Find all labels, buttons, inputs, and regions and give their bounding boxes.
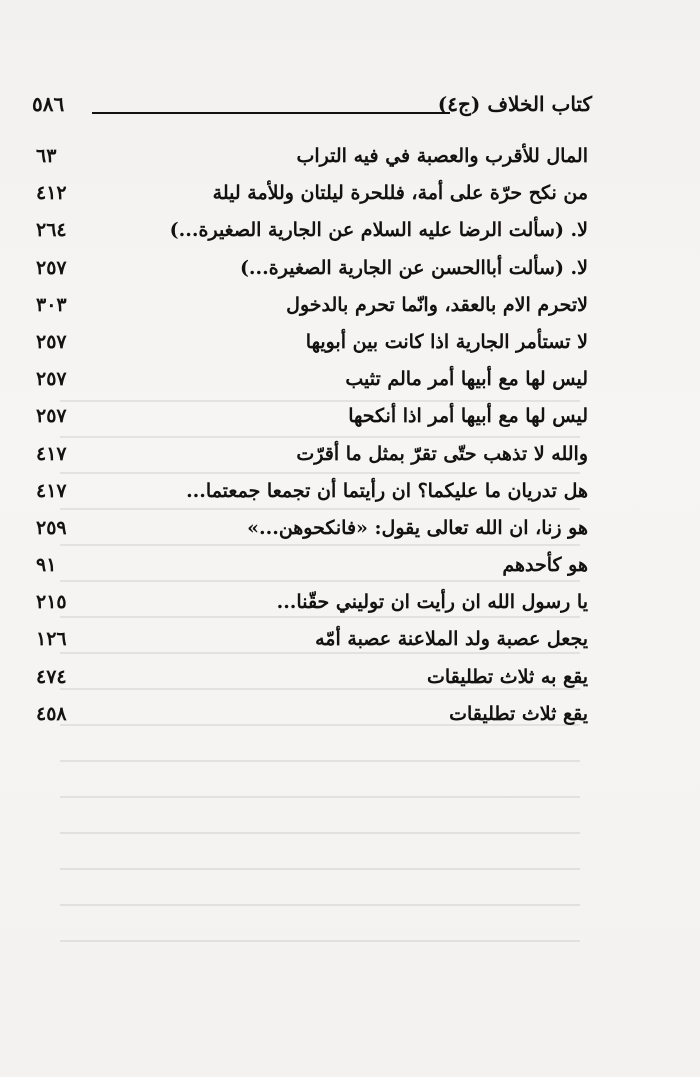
- index-entry: [36, 550, 588, 587]
- entry-text: من نكح حرّة على أمة، فللحرة ليلتان وللأمة ليلة: [212, 182, 588, 205]
- entry-text: لاتحرم الام بالعقد، وانّما تحرم بالدخول: [286, 293, 588, 316]
- entry-page-number: ٢٦٤: [36, 219, 67, 242]
- entry-text: ليس لها مع أبيها أمر اذا أنكحها: [348, 405, 588, 428]
- entry-page-number: ٤٧٤: [36, 665, 67, 688]
- entry-text: يقع به ثلاث تطليقات: [426, 665, 588, 688]
- entry-text: والله لا تذهب حتّى تقرّ بمثل ما أقرّت: [296, 442, 588, 465]
- entry-text: يقع ثلاث تطليقات: [449, 702, 588, 725]
- index-entry: [36, 587, 588, 624]
- entry-page-number: ٤١٧: [36, 442, 67, 465]
- entry-page-number: ٢١٥: [36, 591, 67, 614]
- index-entry: [36, 327, 588, 364]
- index-entry: [36, 178, 588, 215]
- page-number: ٥٨٦: [32, 92, 65, 116]
- index-entry: [36, 364, 588, 401]
- entry-page-number: ٢٥٧: [36, 368, 67, 391]
- entry-text: هو كأحدهم: [502, 554, 588, 577]
- index-entry: [36, 141, 588, 178]
- entry-text: لا. (سألت الرضا عليه السلام عن الجارية الصغيرة...): [169, 219, 588, 242]
- entry-page-number: ١٢٦: [36, 628, 67, 651]
- entry-page-number: ٩١: [36, 554, 57, 577]
- entry-page-number: ٦٣: [36, 145, 57, 167]
- index-entry: [36, 699, 588, 736]
- index-entry: [36, 439, 588, 476]
- entry-page-number: ٤٥٨: [36, 702, 67, 725]
- index-entry: [36, 662, 588, 699]
- index-entry: [36, 215, 588, 252]
- entry-page-number: ٢٥٧: [36, 256, 67, 279]
- entry-text: هو زنا، ان الله تعالى يقول: «فانكحوهن...»: [247, 516, 588, 539]
- index-entry: [36, 624, 588, 661]
- header-rule: [92, 112, 450, 114]
- index-entry: [36, 290, 588, 327]
- entry-page-number: ٤١٧: [36, 479, 67, 502]
- index-list: [36, 141, 588, 736]
- entry-text: لا تستأمر الجارية اذا كانت بين أبويها: [305, 330, 588, 353]
- running-header: [32, 92, 592, 126]
- entry-text: يا رسول الله ان رأيت ان توليني حقّنا...: [276, 591, 588, 614]
- index-entry: [36, 401, 588, 438]
- entry-text: لا. (سألت أباالحسن عن الجارية الصغيرة...): [239, 256, 588, 279]
- entry-text: يجعل عصبة ولد الملاعنة عصبة أمّه: [315, 628, 588, 651]
- book-title: كتاب الخلاف (ج٤): [437, 92, 592, 116]
- entry-page-number: ٢٥٧: [36, 405, 67, 428]
- index-entry: [36, 253, 588, 290]
- entry-text: ليس لها مع أبيها أمر مالم تثيب: [345, 368, 588, 391]
- entry-page-number: ٣٠٣: [36, 293, 67, 316]
- index-entry: [36, 476, 588, 513]
- entry-page-number: ٤١٢: [36, 182, 67, 205]
- entry-text: المال للأقرب والعصبة في فيه التراب: [296, 145, 588, 167]
- entry-page-number: ٢٥٧: [36, 330, 67, 353]
- entry-page-number: ٢٥٩: [36, 516, 67, 539]
- index-entry: [36, 513, 588, 550]
- entry-text: هل تدريان ما عليكما؟ ان رأيتما أن تجمعا جمعتما...: [186, 479, 588, 502]
